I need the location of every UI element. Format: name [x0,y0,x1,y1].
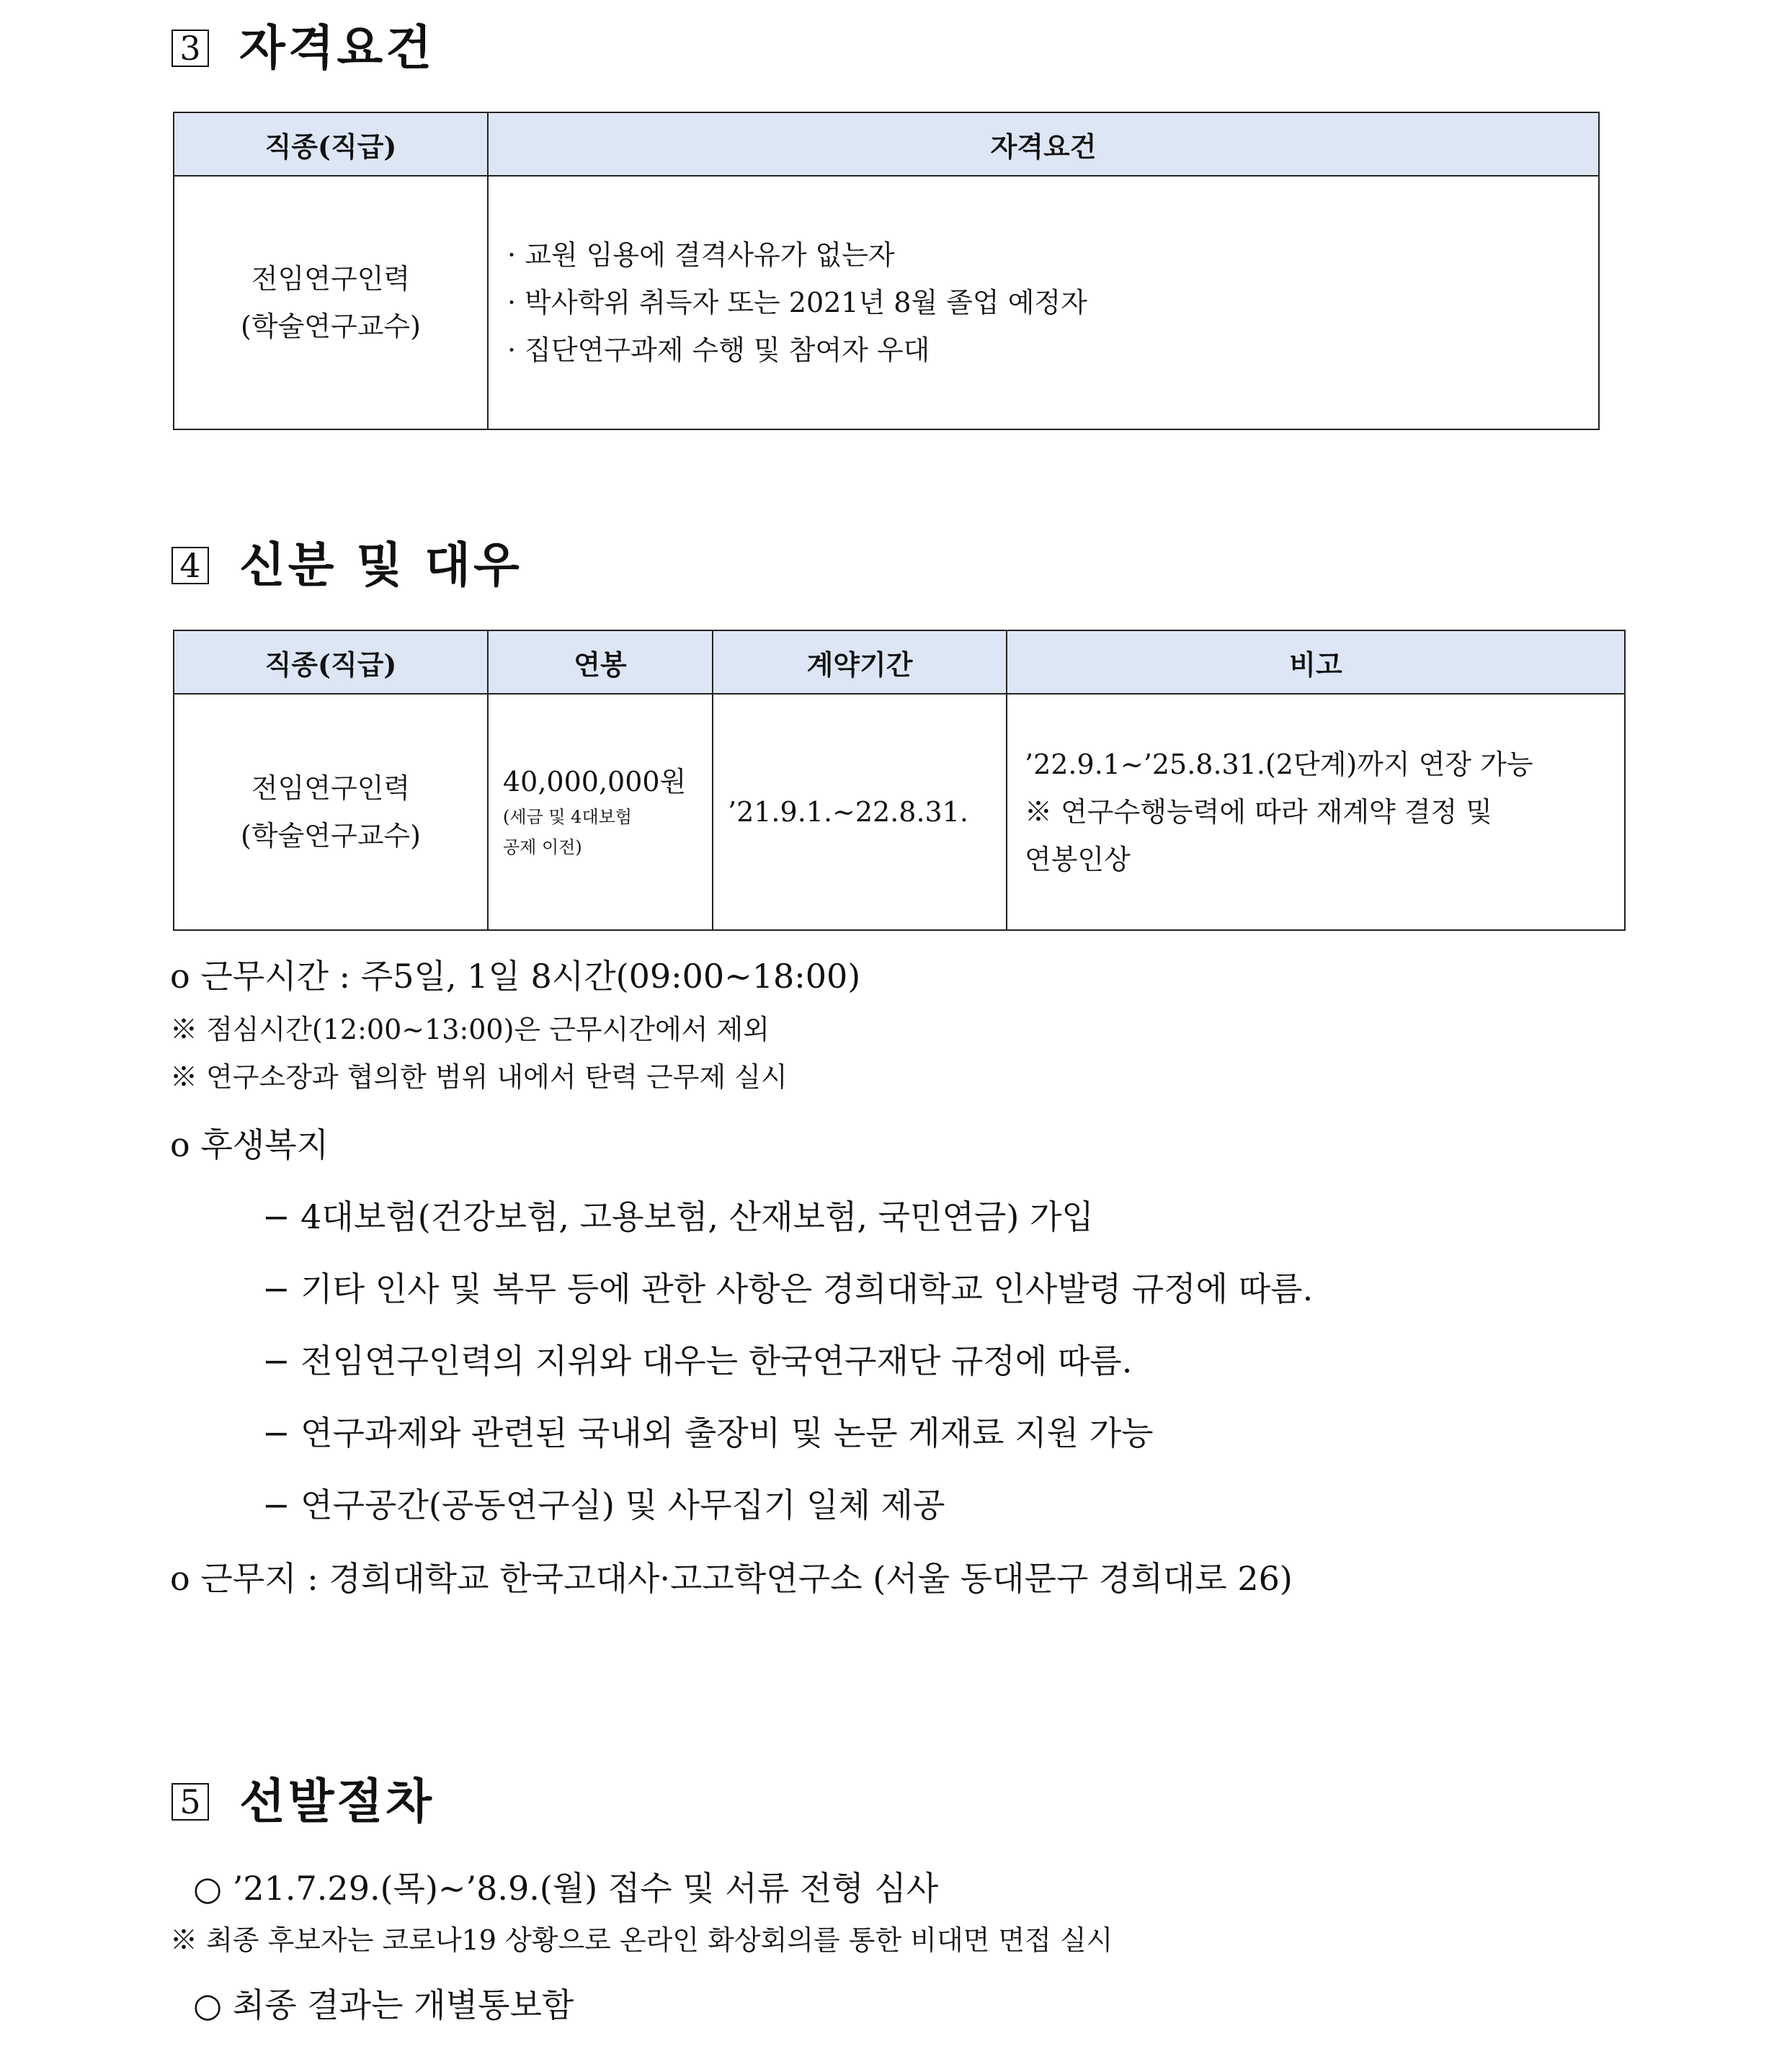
welfare-item: − 전임연구인력의 지위와 대우는 한국연구재단 규정에 따름. [262,1341,1133,1380]
note-flex: ※ 연구소장과 협의한 범위 내에서 탄력 근무제 실시 [170,1061,788,1093]
table-row [174,694,1625,930]
qualification-table [173,112,1600,430]
welfare-item: − 기타 인사 및 복무 등에 관한 사항은 경희대학교 인사발령 규정에 따름. [262,1269,1314,1308]
position-rank: (학술연구교수) [241,311,421,342]
section-5-heading [171,1774,435,1829]
section-number-box: 5 [171,1783,209,1821]
selection-step-1: ○ ’21.7.29.(목)~’8.9.(월) 접수 및 서류 전형 심사 [193,1869,939,1908]
period-cell [713,694,1007,930]
section-number-box: 4 [171,547,209,584]
welfare-title: o 후생복지 [170,1125,329,1164]
position-rank: (학술연구교수) [241,820,421,852]
position-cell [174,694,488,930]
table-header-row [174,112,1599,176]
qualification-item: · 집단연구과제 수행 및 참여자 우대 [507,334,930,366]
remark-cell [1007,694,1625,930]
section-title: 자격요건 [239,20,435,76]
remark-line: 연봉인상 [1025,844,1131,875]
table-header-row [174,630,1625,694]
qualification-item: · 교원 임용에 결격사유가 없는자 [507,239,895,271]
section-3-heading [171,20,435,76]
workplace: o 근무지 : 경희대학교 한국고대사·고고학연구소 (서울 동대문구 경희대로 26) [170,1559,1293,1598]
section-title: 선발절차 [239,1774,435,1829]
contract-period: ’21.9.1.~22.8.31. [728,796,968,828]
qualification-item: · 박사학위 취득자 또는 2021년 8월 졸업 예정자 [507,287,1087,318]
position-name: 전임연구인력 [251,263,411,295]
note-lunch: ※ 점심시간(12:00~13:00)은 근무시간에서 제외 [170,1014,770,1045]
welfare-item: − 4대보험(건강보험, 고용보험, 산재보험, 국민연금) 가입 [262,1197,1094,1236]
work-hours: o 근무시간 : 주5일, 1일 8시간(09:00~18:00) [170,957,861,996]
table-row [174,176,1599,429]
welfare-item: − 연구공간(공동연구실) 및 사무집기 일체 제공 [262,1486,945,1524]
salary-note: (세금 및 4대보험 [503,807,632,827]
header-position: 직종(직급) [174,630,488,694]
header-position: 직종(직급) [174,112,488,176]
compensation-table [173,630,1626,931]
salary-cell [488,694,713,930]
welfare-item: − 연구과제와 관련된 국내외 출장비 및 논문 게재료 지원 가능 [262,1414,1154,1452]
selection-step-2: ○ 최종 결과는 개별통보함 [193,1986,574,2024]
selection-note: ※ 최종 후보자는 코로나19 상황으로 온라인 화상회의를 통한 비대면 면접 실시 [170,1924,1113,1956]
salary-note: 공제 이전) [503,837,582,857]
header-qualification: 자격요건 [488,112,1599,176]
qualification-cell [488,176,1599,429]
remark-line: ※ 연구수행능력에 따라 재계약 결정 및 [1025,796,1493,828]
salary-amount: 40,000,000원 [503,766,687,798]
position-cell [174,176,488,429]
section-4-heading [171,537,522,593]
section-number-box: 3 [171,30,209,67]
position-name: 전임연구인력 [251,772,411,804]
section-title: 신분 및 대우 [239,537,522,593]
header-salary: 연봉 [488,630,713,694]
header-remark: 비고 [1007,630,1625,694]
remark-line: ’22.9.1~’25.8.31.(2단계)까지 연장 가능 [1025,749,1533,780]
header-period: 계약기간 [713,630,1007,694]
